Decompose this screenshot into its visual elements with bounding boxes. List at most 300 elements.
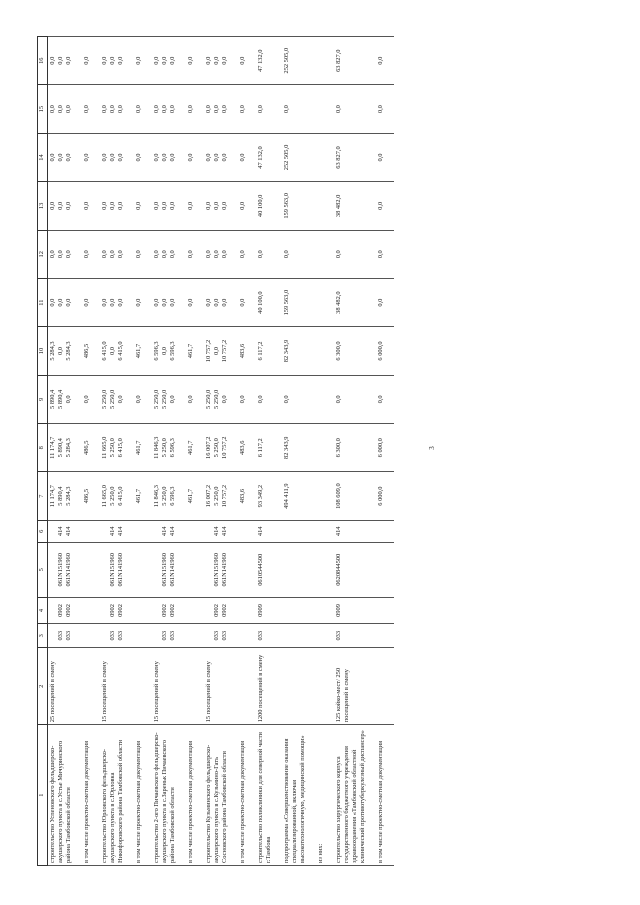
cell-value: 033 (257, 630, 264, 641)
cell-value: 033 (213, 630, 220, 641)
spacer-cell (386, 648, 394, 725)
spacer-cell (74, 648, 82, 725)
cell-value: 6 000,0 (377, 438, 384, 458)
spacer-cell (326, 230, 334, 278)
spacer-cell (74, 182, 82, 230)
column-header-5: 5 (38, 542, 48, 597)
cell-value: 0,0 (213, 347, 220, 355)
cell-col-11 (376, 278, 386, 326)
cell-col-7 (82, 472, 92, 520)
cell-col-6 (238, 520, 248, 542)
cell-value: 6 000,0 (377, 486, 384, 506)
spacer-cell (74, 472, 82, 520)
cell-col-4 (256, 597, 274, 623)
spacer-cell (386, 375, 394, 423)
spacer-cell (326, 85, 334, 133)
cell-col-13 (282, 182, 308, 230)
cell-col-4 (238, 597, 248, 623)
spacer-cell (326, 597, 334, 623)
spacer-cell (308, 725, 316, 866)
cell-col-11 (152, 278, 178, 326)
cell-value: 0,0 (117, 298, 124, 307)
row-name: строительство Кузьминского фельдшерско-акушерского пункта в с.Кузьмино-Гать Сосновского района Тамбовской области (204, 725, 230, 866)
cell-col-14 (334, 133, 368, 181)
cell-value: 414 (169, 526, 176, 537)
cell-value: 0,0 (377, 153, 384, 162)
cell-value: 5 250,0 (213, 486, 220, 506)
spacer-cell (230, 182, 238, 230)
spacer-cell (368, 278, 376, 326)
cell-col-5 (152, 542, 178, 597)
cell-value: 6 596,3 (153, 341, 160, 361)
cell-value: 0,0 (117, 153, 124, 162)
cell-value: 0,0 (161, 347, 168, 355)
column-header-4: 4 (38, 597, 48, 623)
spacer-cell (274, 542, 282, 597)
spacer-cell (308, 375, 316, 423)
cell-value: 0902 (65, 604, 72, 617)
cell-col-10 (238, 327, 248, 375)
cell-value: 0,0 (335, 395, 342, 404)
cell-col-13 (186, 182, 196, 230)
row-capacity (316, 648, 326, 725)
cell-col-14 (100, 133, 126, 181)
cell-value: 461,7 (135, 440, 142, 455)
cell-col-12 (100, 230, 126, 278)
spacer-cell (248, 327, 256, 375)
cell-col-10 (204, 327, 230, 375)
cell-value: 0,0 (161, 153, 168, 162)
cell-col-8 (48, 424, 75, 472)
budget-table (37, 36, 394, 866)
rotated-table-container (37, 36, 627, 866)
cell-value: 0,0 (83, 395, 90, 404)
spacer-cell (326, 182, 334, 230)
cell-value: 061N151960 (161, 553, 168, 587)
cell-col-9 (376, 375, 386, 423)
column-header-1: 1 (38, 725, 48, 866)
cell-col-5 (316, 542, 326, 597)
spacer-cell (178, 520, 186, 542)
cell-value: 0,0 (153, 105, 160, 114)
column-header-12: 12 (38, 230, 48, 278)
cell-col-13 (48, 182, 75, 230)
cell-value: 0,0 (101, 56, 108, 65)
row-spacer (248, 37, 256, 866)
cell-value: 0,0 (49, 250, 56, 259)
cell-value: 0,0 (169, 395, 176, 404)
spacer-cell (368, 472, 376, 520)
spacer-cell (92, 520, 100, 542)
cell-value: 0,0 (153, 153, 160, 162)
cell-value: 0,0 (221, 105, 228, 114)
spacer-cell (386, 597, 394, 623)
cell-col-15 (316, 85, 326, 133)
spacer-cell (144, 520, 152, 542)
cell-value: 0909 (257, 604, 264, 617)
spacer-cell (126, 725, 134, 866)
spacer-cell (74, 725, 82, 866)
cell-col-11 (82, 278, 92, 326)
spacer-cell (144, 230, 152, 278)
cell-value: 461,7 (187, 343, 194, 359)
cell-col-5 (100, 542, 126, 597)
spacer-cell (308, 182, 316, 230)
spacer-cell (92, 542, 100, 597)
cell-value: 6 415,0 (117, 341, 124, 361)
cell-col-4 (282, 597, 308, 623)
cell-col-8 (256, 424, 274, 472)
cell-value: 0,0 (57, 105, 64, 114)
spacer-cell (196, 542, 204, 597)
spacer-cell (92, 597, 100, 623)
cell-value: 061N151960 (57, 553, 64, 587)
row-spacer (308, 37, 316, 866)
spacer-cell (308, 542, 316, 597)
cell-col-15 (186, 85, 196, 133)
spacer-cell (326, 424, 334, 472)
cell-col-4 (100, 597, 126, 623)
cell-col-10 (152, 327, 178, 375)
cell-col-15 (334, 85, 368, 133)
spacer-cell (196, 327, 204, 375)
cell-col-3 (334, 624, 368, 648)
cell-col-12 (334, 230, 368, 278)
cell-col-16 (282, 37, 308, 85)
cell-col-11 (186, 278, 196, 326)
cell-value: 0,0 (109, 105, 116, 114)
spacer-cell (196, 520, 204, 542)
cell-value: 0,0 (169, 105, 176, 114)
spacer-cell (230, 597, 238, 623)
cell-value: 0,0 (83, 153, 90, 162)
cell-value: 033 (117, 630, 124, 641)
cell-value: 5 284,3 (65, 438, 72, 458)
cell-value: 0902 (57, 604, 64, 617)
cell-value: 0,0 (109, 56, 116, 65)
cell-col-8 (152, 424, 178, 472)
cell-value: 0,0 (153, 56, 160, 65)
cell-col-7 (48, 472, 75, 520)
cell-value: 0,0 (49, 105, 56, 114)
spacer-cell (92, 327, 100, 375)
cell-col-3 (204, 624, 230, 648)
spacer-cell (274, 133, 282, 181)
cell-value: 0,0 (161, 298, 168, 307)
spacer-cell (326, 520, 334, 542)
spacer-cell (248, 375, 256, 423)
cell-value: 0,0 (161, 201, 168, 210)
column-header-14: 14 (38, 133, 48, 181)
cell-col-8 (82, 424, 92, 472)
spacer-cell (178, 375, 186, 423)
cell-col-15 (376, 85, 386, 133)
cell-col-9 (282, 375, 308, 423)
cell-value: 033 (169, 630, 176, 641)
cell-value: 0,0 (283, 395, 290, 404)
cell-value: 0,0 (187, 153, 194, 162)
spacer-cell (248, 85, 256, 133)
cell-value: 10 757,2 (205, 339, 212, 363)
table-row (334, 37, 368, 866)
spacer-cell (196, 230, 204, 278)
spacer-cell (74, 133, 82, 181)
cell-value: 11 665,0 (101, 436, 108, 459)
cell-value: 0,0 (239, 250, 246, 259)
spacer-cell (230, 542, 238, 597)
cell-col-12 (82, 230, 92, 278)
spacer-cell (196, 597, 204, 623)
cell-value: 0,0 (221, 56, 228, 65)
cell-value: 0,0 (213, 105, 220, 114)
cell-col-12 (48, 230, 75, 278)
cell-col-15 (282, 85, 308, 133)
cell-value: 5 250,0 (109, 389, 116, 409)
spacer-cell (274, 85, 282, 133)
spacer-cell (326, 37, 334, 85)
table-row (134, 37, 144, 866)
spacer-cell (326, 624, 334, 648)
cell-col-8 (100, 424, 126, 472)
cell-col-4 (204, 597, 230, 623)
spacer-cell (126, 133, 134, 181)
cell-value: 0,0 (257, 105, 264, 114)
spacer-cell (368, 375, 376, 423)
row-spacer (196, 37, 204, 866)
cell-col-14 (256, 133, 274, 181)
row-name: в том числе проектно-сметная документация (376, 725, 386, 866)
cell-col-5 (256, 542, 274, 597)
spacer-cell (308, 37, 316, 85)
cell-col-9 (334, 375, 368, 423)
cell-value: 0,0 (257, 250, 264, 259)
cell-col-7 (204, 472, 230, 520)
cell-value: 6 117,2 (257, 341, 264, 361)
column-header-15: 15 (38, 85, 48, 133)
cell-col-6 (152, 520, 178, 542)
cell-col-10 (316, 327, 326, 375)
spacer-cell (386, 725, 394, 866)
cell-col-14 (376, 133, 386, 181)
spacer-cell (92, 725, 100, 866)
cell-value: 486,5 (83, 488, 90, 504)
cell-value: 47 132,0 (257, 49, 264, 72)
spacer-cell (274, 37, 282, 85)
spacer-cell (230, 725, 238, 866)
spacer-cell (144, 597, 152, 623)
cell-value: 0,0 (135, 395, 142, 404)
cell-value: 0,0 (135, 201, 142, 210)
cell-value: 108 609,0 (335, 483, 342, 509)
cell-col-10 (100, 327, 126, 375)
cell-value: 10 757,2 (221, 436, 228, 459)
cell-value: 5 250,0 (213, 389, 220, 409)
cell-value: 0,0 (83, 298, 90, 307)
cell-value: 414 (65, 526, 72, 537)
cell-col-7 (256, 472, 274, 520)
cell-col-6 (186, 520, 196, 542)
cell-col-9 (316, 375, 326, 423)
table-row (238, 37, 248, 866)
cell-col-4 (82, 597, 92, 623)
spacer-cell (308, 597, 316, 623)
cell-col-3 (100, 624, 126, 648)
cell-col-11 (238, 278, 248, 326)
column-header-7: 7 (38, 472, 48, 520)
cell-value: 0,0 (187, 105, 194, 114)
cell-value: 0,0 (109, 298, 116, 307)
cell-value: 38 482,0 (335, 291, 342, 314)
cell-value: 0,0 (169, 201, 176, 210)
spacer-cell (230, 624, 238, 648)
cell-value: 414 (257, 526, 264, 537)
cell-value: 5 250,0 (161, 486, 168, 506)
cell-col-11 (256, 278, 274, 326)
column-header-8: 8 (38, 424, 48, 472)
cell-value: 483,6 (239, 343, 246, 359)
spacer-cell (274, 624, 282, 648)
cell-col-12 (376, 230, 386, 278)
spacer-cell (178, 133, 186, 181)
cell-col-12 (186, 230, 196, 278)
table-row (282, 37, 308, 866)
cell-col-9 (152, 375, 178, 423)
spacer-cell (74, 327, 82, 375)
cell-value: 0,0 (49, 298, 56, 307)
spacer-cell (386, 37, 394, 85)
cell-value: 5 250,0 (161, 389, 168, 409)
cell-value: 414 (57, 526, 64, 537)
cell-value: 061N151960 (109, 553, 116, 587)
row-name: строительство 2-ого Пичаевского фельдшерско-акушерского пункта в с.Зареньк Пичаевского района Тамбовской области (152, 725, 178, 866)
cell-value: 0,0 (161, 56, 168, 65)
spacer-cell (92, 133, 100, 181)
table-row (256, 37, 274, 866)
cell-col-7 (186, 472, 196, 520)
spacer-cell (386, 327, 394, 375)
row-name: строительство поликлиники для северной части г.Тамбова (256, 725, 274, 866)
cell-value: 0,0 (213, 201, 220, 210)
cell-value: 5 890,4 (57, 438, 64, 458)
table-row (204, 37, 230, 866)
cell-col-9 (100, 375, 126, 423)
cell-value: 252 505,0 (283, 144, 290, 171)
cell-col-11 (282, 278, 308, 326)
spacer-cell (274, 472, 282, 520)
row-spacer (74, 37, 82, 866)
spacer-cell (274, 182, 282, 230)
spacer-cell (368, 424, 376, 472)
cell-value: 494 411,9 (283, 483, 290, 509)
cell-value: 11 174,7 (49, 436, 56, 459)
cell-value: 0,0 (239, 56, 246, 65)
spacer-cell (196, 133, 204, 181)
cell-value: 414 (335, 526, 342, 537)
spacer-cell (126, 597, 134, 623)
cell-value: 0,0 (135, 105, 142, 114)
spacer-cell (126, 472, 134, 520)
table-body (48, 37, 395, 866)
cell-col-6 (134, 520, 144, 542)
spacer-cell (126, 424, 134, 472)
cell-value: 0,0 (117, 250, 124, 259)
spacer-cell (308, 230, 316, 278)
cell-col-3 (256, 624, 274, 648)
spacer-cell (126, 278, 134, 326)
spacer-cell (368, 133, 376, 181)
spacer-cell (92, 648, 100, 725)
spacer-cell (144, 37, 152, 85)
cell-value: 061N141960 (169, 553, 176, 587)
cell-value: 461,7 (135, 488, 142, 504)
cell-value: 0,0 (205, 153, 212, 162)
spacer-cell (92, 375, 100, 423)
cell-value: 0,0 (65, 56, 72, 65)
cell-col-6 (376, 520, 386, 542)
spacer-cell (368, 230, 376, 278)
cell-value: 0,0 (101, 153, 108, 162)
cell-value: 0,0 (153, 250, 160, 259)
cell-value: 061N141960 (65, 553, 72, 587)
cell-col-14 (238, 133, 248, 181)
cell-value: 63 827,0 (335, 49, 342, 72)
spacer-cell (74, 424, 82, 472)
spacer-cell (126, 182, 134, 230)
spacer-cell (196, 278, 204, 326)
cell-col-11 (204, 278, 230, 326)
cell-col-12 (282, 230, 308, 278)
spacer-cell (308, 278, 316, 326)
cell-value: 0,0 (187, 201, 194, 210)
cell-value: 0,0 (335, 105, 342, 114)
spacer-cell (144, 725, 152, 866)
cell-col-12 (238, 230, 248, 278)
cell-value: 6 415,0 (101, 341, 108, 361)
spacer-cell (196, 624, 204, 648)
column-header-row (38, 37, 48, 866)
cell-col-3 (282, 624, 308, 648)
cell-col-14 (48, 133, 75, 181)
spacer-cell (230, 230, 238, 278)
column-header-9: 9 (38, 375, 48, 423)
cell-value: 414 (161, 526, 168, 537)
cell-col-11 (316, 278, 326, 326)
cell-col-11 (334, 278, 368, 326)
cell-value: 0902 (161, 604, 168, 617)
cell-value: 11 665,0 (101, 485, 108, 508)
cell-value: 414 (117, 526, 124, 537)
spacer-cell (196, 648, 204, 725)
spacer-cell (248, 133, 256, 181)
cell-col-7 (100, 472, 126, 520)
cell-value: 0,0 (213, 298, 220, 307)
spacer-cell (308, 520, 316, 542)
spacer-cell (144, 542, 152, 597)
cell-col-16 (186, 37, 196, 85)
cell-value: 0,0 (187, 298, 194, 307)
cell-value: 0,0 (377, 250, 384, 259)
cell-value: 0,0 (101, 105, 108, 114)
cell-col-15 (82, 85, 92, 133)
cell-col-15 (48, 85, 75, 133)
cell-value: 0,0 (221, 395, 228, 404)
cell-col-11 (100, 278, 126, 326)
spacer-cell (368, 648, 376, 725)
cell-col-10 (256, 327, 274, 375)
spacer-cell (274, 597, 282, 623)
cell-col-8 (334, 424, 368, 472)
table-row (316, 37, 326, 866)
